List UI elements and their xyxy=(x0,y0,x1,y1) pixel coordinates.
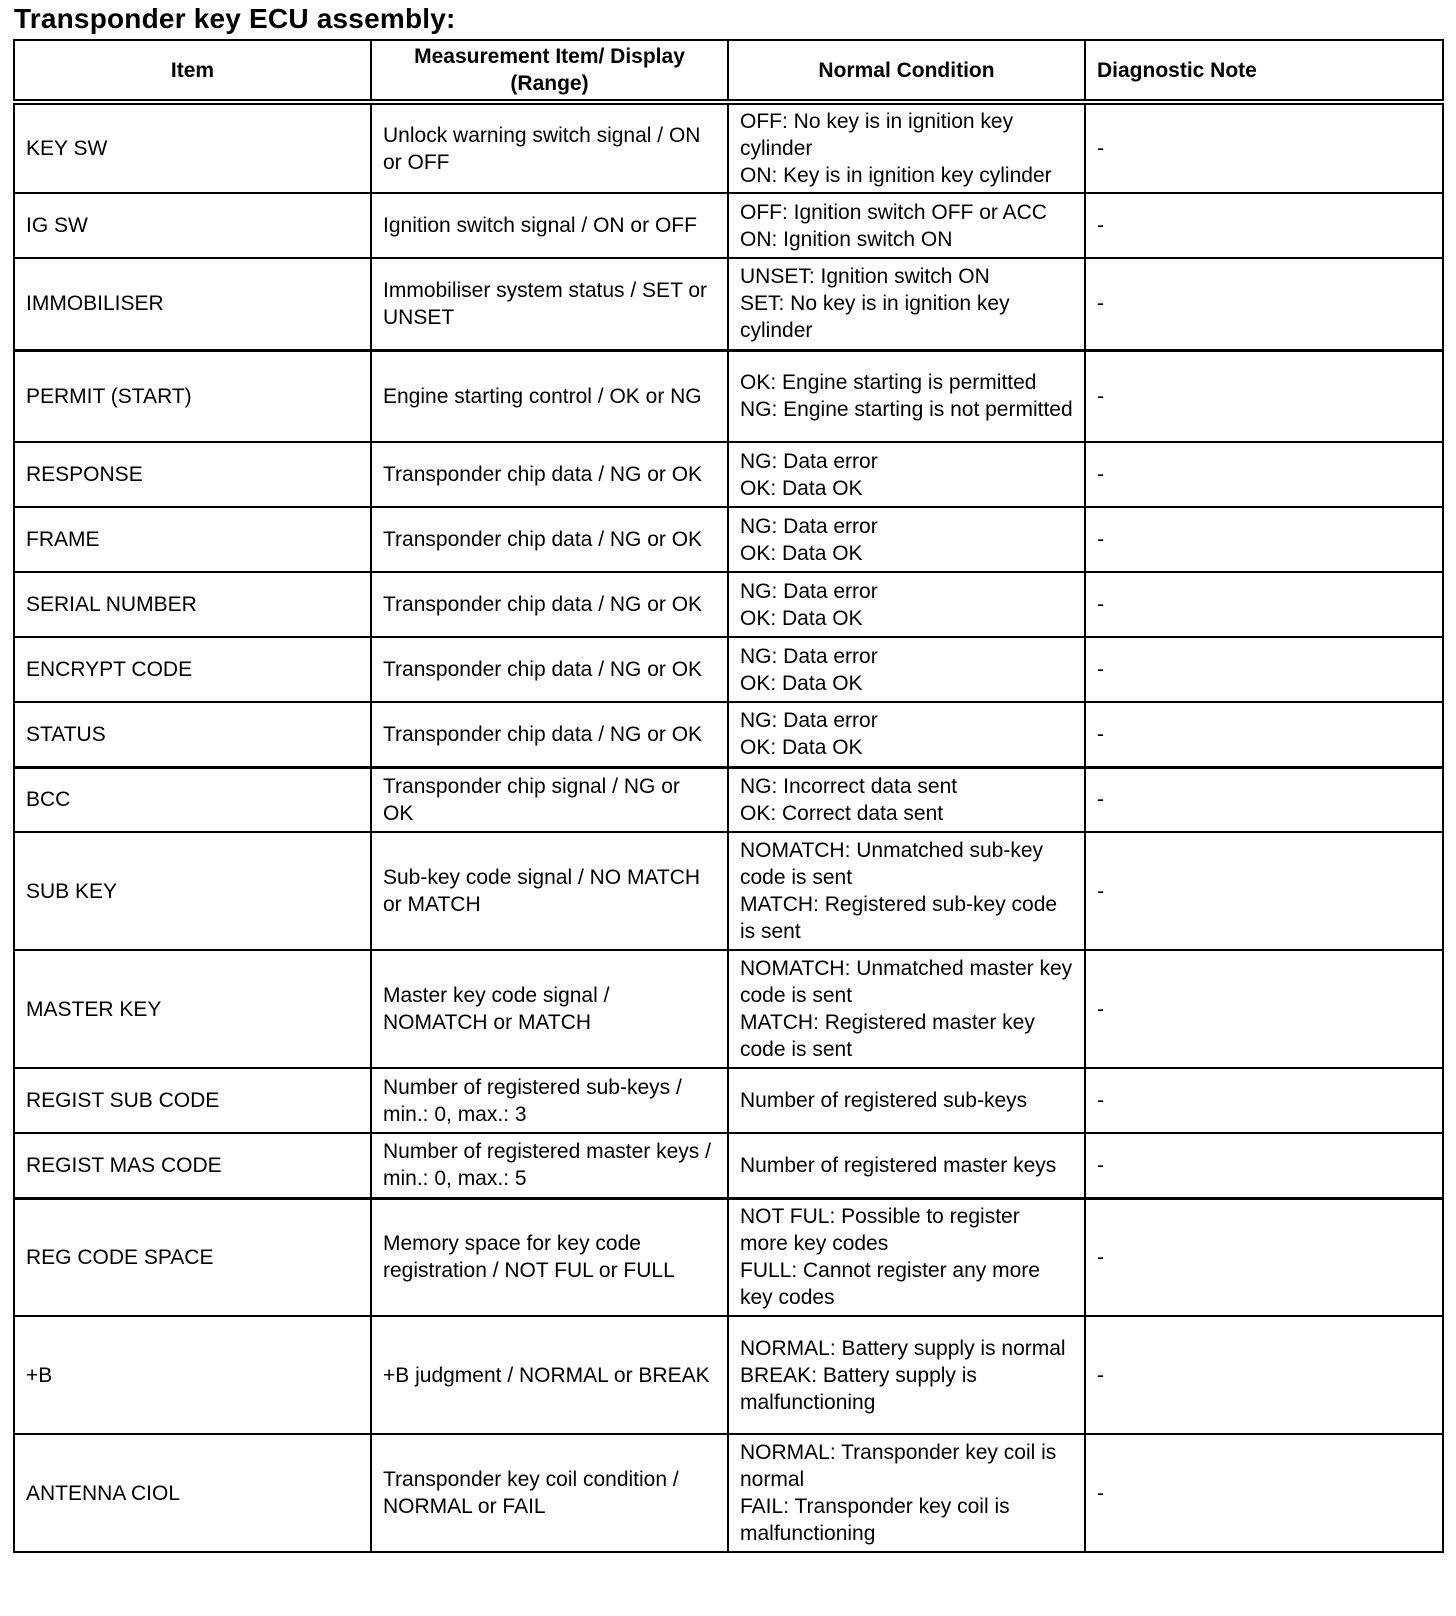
cell-normal-condition xyxy=(728,193,1085,258)
cell-measurement: Transponder chip data / NG or OK xyxy=(371,507,728,572)
cell-diagnostic-note: - xyxy=(1085,572,1443,637)
cell-diagnostic-note: - xyxy=(1085,950,1443,1068)
condition-line: SET: No key is in ignition key cylinder xyxy=(740,292,1010,343)
table-header-row xyxy=(14,40,1443,102)
cell-item: ENCRYPT CODE xyxy=(14,637,371,702)
table-row xyxy=(14,193,1443,258)
table-row xyxy=(14,1316,1443,1434)
condition-line: MATCH: Registered master key code is sent xyxy=(740,1011,1035,1061)
condition-line: OFF: Ignition switch OFF or ACC xyxy=(740,200,1047,224)
table-row xyxy=(14,1133,1443,1198)
cell-item: IG SW xyxy=(14,193,371,258)
cell-measurement: Engine starting control / OK or NG xyxy=(371,350,728,442)
cell-diagnostic-note: - xyxy=(1085,702,1443,767)
cell-item: KEY SW xyxy=(14,102,371,193)
cell-normal-condition xyxy=(728,637,1085,702)
cell-item: MASTER KEY xyxy=(14,950,371,1068)
condition-line: ON: Key is in ignition key cylinder xyxy=(740,164,1052,187)
cell-measurement: Master key code signal / NOMATCH or MATCH xyxy=(371,950,728,1068)
condition-line: NORMAL: Transponder key coil is normal xyxy=(740,1441,1057,1491)
cell-diagnostic-note: - xyxy=(1085,767,1443,832)
condition-line: NG: Data error xyxy=(740,579,878,603)
cell-diagnostic-note: - xyxy=(1085,102,1443,193)
table-row xyxy=(14,832,1443,950)
table-row xyxy=(14,950,1443,1068)
cell-normal-condition xyxy=(728,102,1085,193)
cell-diagnostic-note: - xyxy=(1085,1316,1443,1434)
condition-line: OK: Data OK xyxy=(740,671,863,695)
condition-line: Number of registered sub-keys xyxy=(740,1089,1028,1112)
condition-line: Number of registered master keys xyxy=(740,1153,1057,1177)
cell-normal-condition xyxy=(728,950,1085,1068)
cell-diagnostic-note: - xyxy=(1085,832,1443,950)
table-row xyxy=(14,767,1443,832)
cell-item: +B xyxy=(14,1316,371,1434)
cell-item: ANTENNA CIOL xyxy=(14,1434,371,1552)
cell-item: STATUS xyxy=(14,702,371,767)
cell-diagnostic-note: - xyxy=(1085,507,1443,572)
cell-measurement: Number of registered sub-keys / min.: 0, max.: 3 xyxy=(371,1068,728,1133)
cell-normal-condition xyxy=(728,442,1085,507)
table-row xyxy=(14,702,1443,767)
cell-diagnostic-note: - xyxy=(1085,442,1443,507)
cell-normal-condition xyxy=(728,702,1085,767)
cell-measurement: Memory space for key code registration / NOT FUL or FULL xyxy=(371,1198,728,1316)
cell-measurement: Transponder chip data / NG or OK xyxy=(371,572,728,637)
cell-diagnostic-note: - xyxy=(1085,1133,1443,1198)
cell-diagnostic-note: - xyxy=(1085,258,1443,350)
cell-normal-condition xyxy=(728,1198,1085,1316)
cell-normal-condition xyxy=(728,832,1085,950)
condition-line: NG: Data error xyxy=(740,449,878,473)
cell-normal-condition xyxy=(728,350,1085,442)
cell-measurement: Transponder chip data / NG or OK xyxy=(371,442,728,507)
cell-measurement: Transponder chip data / NG or OK xyxy=(371,637,728,702)
condition-line: NG: Engine starting is not permitted xyxy=(740,398,1073,422)
header-item: Item xyxy=(14,40,371,102)
cell-normal-condition xyxy=(728,572,1085,637)
cell-measurement: Ignition switch signal / ON or OFF xyxy=(371,193,728,258)
cell-item: SUB KEY xyxy=(14,832,371,950)
cell-diagnostic-note: - xyxy=(1085,637,1443,702)
header-normal-condition: Normal Condition xyxy=(728,40,1085,102)
cell-normal-condition xyxy=(728,1068,1085,1133)
cell-normal-condition xyxy=(728,507,1085,572)
cell-measurement: Transponder chip signal / NG or OK xyxy=(371,767,728,832)
cell-item: PERMIT (START) xyxy=(14,350,371,442)
cell-item: SERIAL NUMBER xyxy=(14,572,371,637)
condition-line: OK: Data OK xyxy=(740,476,863,500)
condition-line: FAIL: Transponder key coil is malfunctioning xyxy=(740,1495,1010,1545)
cell-measurement: Transponder chip data / NG or OK xyxy=(371,702,728,767)
condition-line: MATCH: Registered sub-key code is sent xyxy=(740,893,1058,943)
cell-normal-condition xyxy=(728,258,1085,350)
condition-line: BREAK: Battery supply is malfunctioning xyxy=(740,1363,977,1414)
table-row xyxy=(14,102,1443,193)
cell-normal-condition xyxy=(728,1133,1085,1198)
cell-measurement: Immobiliser system status / SET or UNSET xyxy=(371,258,728,350)
cell-item: RESPONSE xyxy=(14,442,371,507)
cell-item: BCC xyxy=(14,767,371,832)
condition-line: NOMATCH: Unmatched sub-key code is sent xyxy=(740,839,1044,889)
condition-line: NG: Data error xyxy=(740,514,878,538)
condition-line: OK: Data OK xyxy=(740,736,863,760)
header-diagnostic-note: Diagnostic Note xyxy=(1085,40,1443,102)
cell-item: REGIST MAS CODE xyxy=(14,1133,371,1198)
cell-item: REG CODE SPACE xyxy=(14,1198,371,1316)
cell-measurement: Transponder key coil condition / NORMAL or FAIL xyxy=(371,1434,728,1552)
condition-line: FULL: Cannot register any more key codes xyxy=(740,1259,1040,1310)
cell-diagnostic-note: - xyxy=(1085,1434,1443,1552)
cell-measurement: +B judgment / NORMAL or BREAK xyxy=(371,1316,728,1434)
header-measurement: Measurement Item/ Display (Range) xyxy=(371,40,728,102)
condition-line: NG: Data error xyxy=(740,644,878,668)
condition-line: OK: Engine starting is permitted xyxy=(740,371,1037,395)
table-row xyxy=(14,258,1443,350)
condition-line: UNSET: Ignition switch ON xyxy=(740,265,990,289)
condition-line: OK: Data OK xyxy=(740,606,863,630)
table-row xyxy=(14,1068,1443,1133)
condition-line: OK: Correct data sent xyxy=(740,801,944,825)
cell-measurement: Number of registered master keys / min.: 0, max.: 5 xyxy=(371,1133,728,1198)
data-table xyxy=(13,39,1444,1553)
condition-line: NORMAL: Battery supply is normal xyxy=(740,1336,1066,1360)
cell-diagnostic-note: - xyxy=(1085,193,1443,258)
cell-normal-condition xyxy=(728,767,1085,832)
condition-line: OFF: No key is in ignition key cylinder xyxy=(740,110,1014,160)
table-row xyxy=(14,637,1443,702)
cell-measurement: Sub-key code signal / NO MATCH or MATCH xyxy=(371,832,728,950)
page-title: Transponder key ECU assembly: xyxy=(14,3,456,34)
table-row xyxy=(14,572,1443,637)
cell-measurement: Unlock warning switch signal / ON or OFF xyxy=(371,102,728,193)
cell-diagnostic-note: - xyxy=(1085,1198,1443,1316)
table-body xyxy=(14,102,1443,1552)
cell-normal-condition xyxy=(728,1316,1085,1434)
cell-normal-condition xyxy=(728,1434,1085,1552)
table-row xyxy=(14,1198,1443,1316)
cell-diagnostic-note: - xyxy=(1085,1068,1443,1133)
table-row xyxy=(14,350,1443,442)
table-row xyxy=(14,1434,1443,1552)
condition-line: ON: Ignition switch ON xyxy=(740,227,953,251)
condition-line: NOT FUL: Possible to register more key codes xyxy=(740,1205,1020,1256)
cell-item: REGIST SUB CODE xyxy=(14,1068,371,1133)
cell-diagnostic-note: - xyxy=(1085,350,1443,442)
condition-line: NG: Data error xyxy=(740,709,878,733)
cell-item: IMMOBILISER xyxy=(14,258,371,350)
table-row xyxy=(14,442,1443,507)
condition-line: NOMATCH: Unmatched master key code is sent xyxy=(740,957,1073,1007)
condition-line: OK: Data OK xyxy=(740,541,863,565)
condition-line: NG: Incorrect data sent xyxy=(740,774,958,798)
table-row xyxy=(14,507,1443,572)
cell-item: FRAME xyxy=(14,507,371,572)
